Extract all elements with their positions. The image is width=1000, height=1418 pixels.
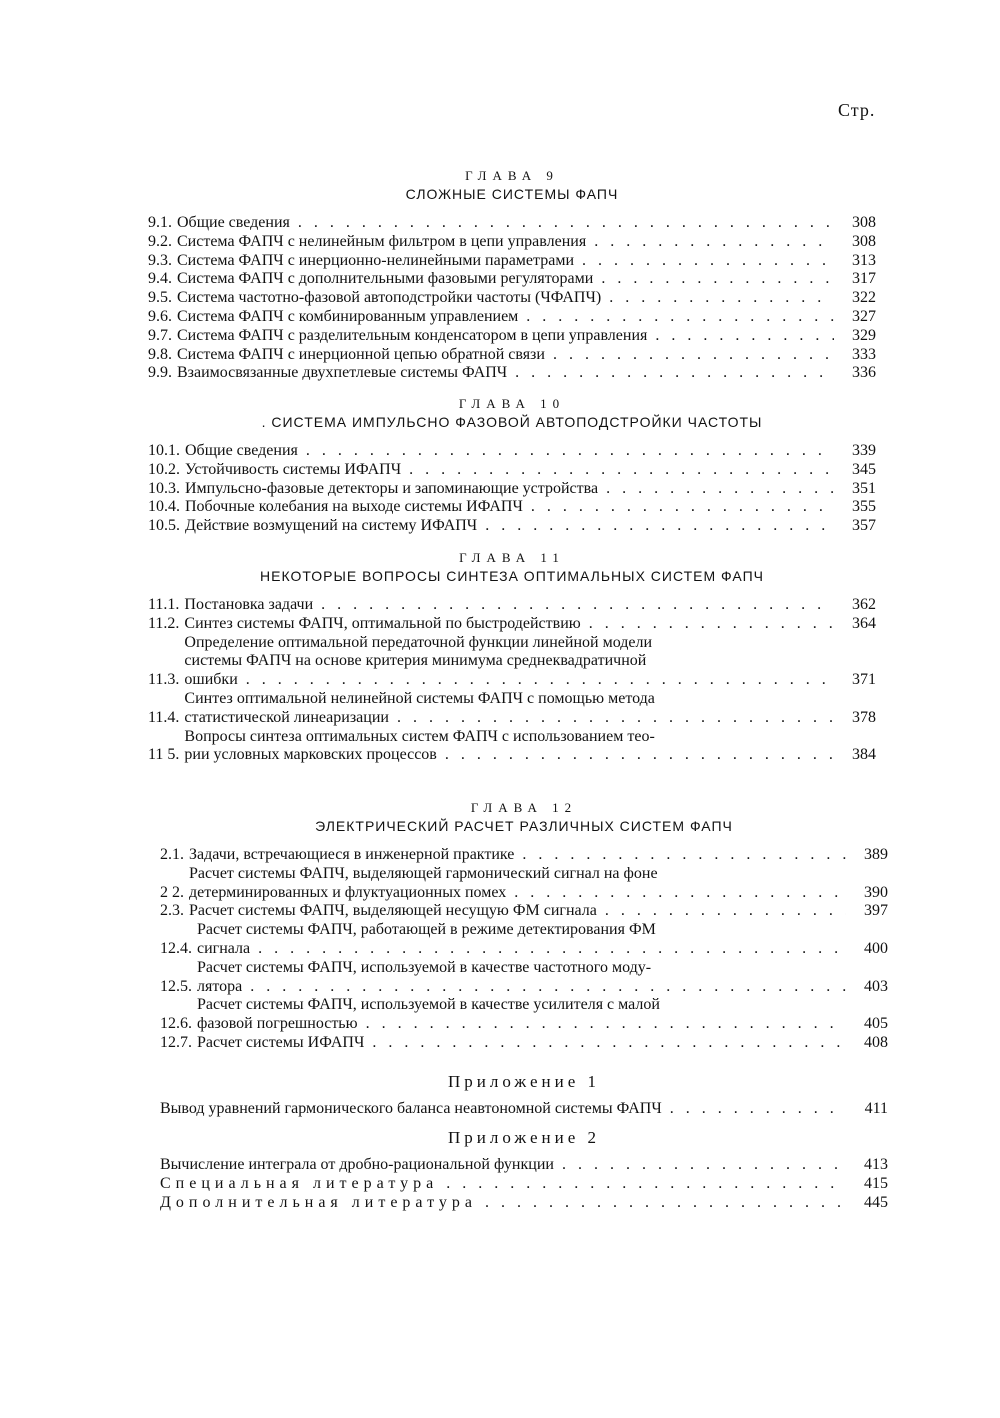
section-title-lines xyxy=(177,214,876,233)
appendix-2-heading: Приложение 2 xyxy=(448,1128,600,1147)
toc-entry xyxy=(148,233,876,252)
dot-leader xyxy=(364,1034,846,1053)
dot-leader xyxy=(574,252,834,271)
page-number: 415 xyxy=(864,1174,888,1192)
dot-leader xyxy=(389,709,834,728)
page-number: 445 xyxy=(864,1193,888,1211)
section-title-lines xyxy=(177,308,876,327)
appendix-2-entries xyxy=(160,1156,888,1212)
section-number: 11.4. xyxy=(148,708,180,726)
page-column-label: Стр. xyxy=(838,100,876,120)
toc-entry xyxy=(148,498,876,517)
toc-entry xyxy=(148,308,876,327)
page-number: 397 xyxy=(864,902,888,920)
section-title xyxy=(184,865,888,903)
section-title xyxy=(192,959,888,997)
section-title-last-line xyxy=(185,442,876,461)
section-title xyxy=(172,289,876,308)
section-title-lines xyxy=(185,498,876,517)
section-title xyxy=(172,233,876,252)
section-title-last-line xyxy=(184,746,876,765)
chapter-title: НЕКОТОРЫЕ ВОПРОСЫ СИНТЕЗА ОПТИМАЛЬНЫХ СИСТЕМ ФАПЧ xyxy=(260,568,764,584)
section-title-line: Система ФАПЧ с комбинированным управлением xyxy=(177,307,519,325)
section-title-line: Система ФАПЧ с разделительным конденсатором в цепи управления xyxy=(177,326,648,344)
page-number: 405 xyxy=(864,1015,888,1033)
appendix-entry xyxy=(160,1156,888,1175)
toc-entry xyxy=(148,364,876,383)
page-number: 400 xyxy=(864,939,888,957)
section-title-line: Взаимосвязанные двухпетлевые системы ФАПЧ xyxy=(177,364,508,382)
section-title-lines xyxy=(189,865,888,903)
section-number: 10.2. xyxy=(148,460,180,478)
toc-entry xyxy=(148,346,876,365)
section-number: 9.8. xyxy=(148,345,172,363)
section-title xyxy=(192,921,888,959)
section-title-last-line xyxy=(177,289,876,308)
section-title-lines xyxy=(185,442,876,461)
section-title-line: Система ФАПЧ с инерционной цепью обратной связи xyxy=(177,345,545,363)
section-title xyxy=(192,1034,888,1053)
dot-leader xyxy=(313,596,834,615)
section-title xyxy=(172,364,876,383)
section-title-last-line xyxy=(197,1034,888,1053)
chapter-title: СЛОЖНЫЕ СИСТЕМЫ ФАПЧ xyxy=(405,186,619,202)
section-title-lines xyxy=(184,596,876,615)
page-number: 308 xyxy=(852,214,876,231)
section-title-lines xyxy=(177,270,876,289)
section-number: 9.3. xyxy=(148,251,172,269)
toc-entries xyxy=(160,846,888,1053)
toc-entry xyxy=(160,1034,888,1053)
section-title-lines xyxy=(177,327,876,346)
toc-entries xyxy=(148,596,876,765)
section-title xyxy=(179,596,876,615)
dot-leader xyxy=(554,1156,846,1175)
dot-leader xyxy=(298,442,834,461)
chapter-9 xyxy=(148,168,876,383)
section-title-line: Вопросы синтеза оптимальных систем ФАПЧ с использованием тео- xyxy=(184,727,655,745)
page-number: 336 xyxy=(852,364,876,382)
section-title-last-line xyxy=(184,671,876,690)
toc-entry xyxy=(148,690,876,728)
toc-entry xyxy=(148,270,876,289)
toc-entry xyxy=(148,615,876,634)
section-title-line: Расчет системы ФАПЧ, выделяющей несущую ФМ сигнала xyxy=(189,902,597,920)
section-number: 12.4. xyxy=(160,939,192,957)
section-number: 9.7. xyxy=(148,326,172,344)
page-number: 351 xyxy=(852,479,876,497)
section-title-last-line xyxy=(184,709,876,728)
page-number: 384 xyxy=(852,746,876,764)
section-title-lines xyxy=(184,634,876,690)
section-title-line: сигнала xyxy=(197,939,251,957)
toc-entry xyxy=(148,480,876,499)
chapter-11 xyxy=(148,550,876,765)
section-title xyxy=(180,461,876,480)
appendix-entry-title: Вывод уравнений гармонического баланса неавтономной системы ФАПЧ xyxy=(160,1100,662,1117)
section-title-last-line xyxy=(177,252,876,271)
section-number: 2.3. xyxy=(160,902,184,920)
chapter-title: ЭЛЕКТРИЧЕСКИЙ РАСЧЕТ РАЗЛИЧНЫХ СИСТЕМ ФАПЧ xyxy=(315,818,733,834)
toc-entry xyxy=(160,959,888,997)
dot-leader xyxy=(438,1175,846,1194)
section-title-lines xyxy=(189,902,888,921)
section-number: 9.6. xyxy=(148,307,172,325)
section-number: 10.3. xyxy=(148,479,180,497)
appendix-1-heading: Приложение 1 xyxy=(448,1072,600,1091)
section-title-lines xyxy=(177,346,876,365)
section-title xyxy=(179,690,876,728)
section-number: 11.2. xyxy=(148,614,180,632)
section-title-lines xyxy=(197,921,888,959)
toc-entry xyxy=(160,996,888,1034)
page-number: 364 xyxy=(852,614,876,632)
toc-entry xyxy=(148,728,876,766)
appendix-entry xyxy=(160,1194,888,1213)
page-number: 362 xyxy=(852,596,876,613)
section-title-last-line xyxy=(197,1015,888,1034)
section-title xyxy=(180,498,876,517)
dot-leader xyxy=(477,517,834,536)
chapter-12 xyxy=(160,800,888,1053)
dot-leader xyxy=(545,346,834,365)
toc-entry xyxy=(148,252,876,271)
section-title-line: Общие сведения xyxy=(185,442,298,459)
section-title-last-line xyxy=(177,233,876,252)
page-number: 413 xyxy=(864,1156,888,1173)
section-title-lines xyxy=(185,461,876,480)
section-title xyxy=(179,615,876,634)
toc-entry xyxy=(148,596,876,615)
section-title-lines xyxy=(185,517,876,536)
toc-entry xyxy=(148,634,876,690)
section-title-last-line xyxy=(189,884,888,903)
section-title-line: Устойчивость системы ИФАПЧ xyxy=(185,460,402,478)
section-title-line: Задачи, встречающиеся в инженерной практике xyxy=(189,846,515,863)
dot-leader xyxy=(601,289,834,308)
chapter-10 xyxy=(148,396,876,536)
page-number: 327 xyxy=(852,307,876,325)
section-number: 9.1. xyxy=(148,214,172,231)
section-number: 9.9. xyxy=(148,364,172,382)
chapter-label: ГЛАВА 11 xyxy=(459,550,565,565)
section-title-line: Расчет системы ФАПЧ, используемой в качестве усилителя с малой xyxy=(197,996,660,1014)
section-number: 9.2. xyxy=(148,232,172,250)
section-number: 2.1. xyxy=(160,846,184,863)
dot-leader xyxy=(437,746,834,765)
page-number: 411 xyxy=(864,1100,888,1117)
section-title xyxy=(192,996,888,1034)
chapter-title: . СИСТЕМА ИМПУЛЬСНО ФАЗОВОЙ АВТОПОДСТРОЙКИ ЧАСТОТЫ xyxy=(261,414,763,430)
page-number: 408 xyxy=(864,1033,888,1051)
section-title-lines xyxy=(177,233,876,252)
section-number: 11 5. xyxy=(148,746,180,764)
section-title-line: лятора xyxy=(197,977,243,995)
toc-entry xyxy=(148,461,876,480)
section-title-lines xyxy=(197,996,888,1034)
section-title-line: Система ФАПЧ с нелинейным фильтром в цепи управления xyxy=(177,232,587,250)
section-title xyxy=(180,480,876,499)
section-title-lines xyxy=(197,1034,888,1053)
section-title xyxy=(179,634,876,690)
dot-leader xyxy=(598,480,834,499)
dot-leader xyxy=(593,270,834,289)
section-number: 12.7. xyxy=(160,1033,192,1051)
appendix-entry-title: Дополнительная литература xyxy=(160,1193,477,1211)
toc-entry xyxy=(148,327,876,346)
appendix-1-entries xyxy=(160,1100,888,1119)
section-title-last-line xyxy=(185,480,876,499)
section-title xyxy=(184,846,888,865)
toc-entry xyxy=(160,921,888,959)
section-title-last-line xyxy=(197,940,888,959)
page-number: 333 xyxy=(852,345,876,363)
page-number: 322 xyxy=(852,289,876,307)
page-number: 329 xyxy=(852,326,876,344)
section-title-last-line xyxy=(177,308,876,327)
dot-leader xyxy=(514,846,846,865)
section-title-line: Действие возмущений на систему ИФАПЧ xyxy=(185,517,478,535)
section-title-line: Расчет системы ИФАПЧ xyxy=(197,1033,365,1051)
appendix-entry-title: Специальная литература xyxy=(160,1174,439,1192)
section-title xyxy=(184,902,888,921)
section-title-last-line xyxy=(177,327,876,346)
section-number: 12.6. xyxy=(160,1015,192,1033)
dot-leader xyxy=(477,1194,846,1213)
section-title-line: Расчет системы ФАПЧ, работающей в режиме детектирования ФМ xyxy=(197,921,656,939)
chapter-label: ГЛАВА 9 xyxy=(465,168,559,183)
section-title-line: Система частотно-фазовой автоподстройки частоты (ЧФАПЧ) xyxy=(177,289,602,307)
section-title-last-line xyxy=(197,978,888,997)
page-number: 403 xyxy=(864,977,888,995)
section-title-lines xyxy=(177,364,876,383)
section-title xyxy=(180,517,876,536)
section-number: 10.1. xyxy=(148,442,180,459)
section-title-lines xyxy=(177,289,876,308)
section-title-last-line xyxy=(189,846,888,865)
appendix-entry xyxy=(160,1175,888,1194)
section-title-lines xyxy=(185,480,876,499)
section-title-line: Определение оптимальной передаточной функции линейной модели xyxy=(184,633,653,651)
section-number: 9.4. xyxy=(148,270,172,288)
section-title-line: Расчет системы ФАПЧ, используемой в качестве частотного моду- xyxy=(197,958,652,976)
toc-entries xyxy=(148,442,876,536)
section-title-lines xyxy=(184,728,876,766)
dot-leader xyxy=(290,214,834,233)
dot-leader xyxy=(401,461,834,480)
dot-leader xyxy=(238,671,834,690)
dot-leader xyxy=(518,308,834,327)
section-title-line: Импульсно-фазовые детекторы и запоминающие устройства xyxy=(185,479,599,497)
section-title-line: ошибки xyxy=(184,671,238,689)
page-number: 390 xyxy=(864,883,888,901)
section-number: 12.5. xyxy=(160,977,192,995)
section-title-lines xyxy=(184,615,876,634)
page-number: 357 xyxy=(852,517,876,535)
section-number: 10.4. xyxy=(148,498,180,516)
dot-leader xyxy=(586,233,834,252)
section-number: 10.5. xyxy=(148,517,180,535)
section-title-line: фазовой погрешностью xyxy=(197,1015,358,1033)
dot-leader xyxy=(647,327,834,346)
dot-leader xyxy=(250,940,846,959)
section-title-last-line xyxy=(177,270,876,289)
toc-entry xyxy=(160,902,888,921)
chapter-label: ГЛАВА 10 xyxy=(458,396,566,411)
section-number: 2 2. xyxy=(160,883,184,901)
section-title-last-line xyxy=(189,902,888,921)
dot-leader xyxy=(597,902,846,921)
section-title-last-line xyxy=(185,498,876,517)
section-title xyxy=(172,308,876,327)
section-title xyxy=(172,214,876,233)
section-title-lines xyxy=(197,959,888,997)
section-title-line: Синтез оптимальной нелинейной системы ФАПЧ с помощью метода xyxy=(184,689,655,707)
section-title-last-line xyxy=(185,461,876,480)
section-title-line: Расчет системы ФАПЧ, выделяющей гармонический сигнал на фоне xyxy=(189,864,658,882)
toc-entries xyxy=(148,214,876,383)
section-title-line: системы ФАПЧ на основе критерия минимума среднеквадратичной xyxy=(184,652,647,670)
section-title-last-line xyxy=(177,214,876,233)
section-title xyxy=(179,728,876,766)
page-number: 339 xyxy=(852,442,876,459)
section-title xyxy=(172,346,876,365)
page-number: 389 xyxy=(864,846,888,863)
section-title-line: Постановка задачи xyxy=(184,596,314,613)
section-title xyxy=(180,442,876,461)
section-title-lines xyxy=(177,252,876,271)
appendix-entry xyxy=(160,1100,888,1119)
dot-leader xyxy=(507,364,834,383)
toc-entry xyxy=(148,442,876,461)
section-title-last-line xyxy=(184,615,876,634)
section-title-line: рии условных марковских процессов xyxy=(184,746,437,764)
dot-leader xyxy=(662,1100,846,1119)
toc-entry xyxy=(160,865,888,903)
section-title xyxy=(172,270,876,289)
toc-entry xyxy=(160,846,888,865)
page-number: 313 xyxy=(852,251,876,269)
dot-leader xyxy=(358,1015,846,1034)
section-title-line: Общие сведения xyxy=(177,214,290,231)
section-title-line: Система ФАПЧ с инерционно-нелинейными параметрами xyxy=(177,251,574,269)
page-number: 345 xyxy=(852,460,876,478)
section-title-last-line xyxy=(177,364,876,383)
page-number: 378 xyxy=(852,708,876,726)
chapter-label: ГЛАВА 12 xyxy=(470,800,578,815)
section-title-line: Побочные колебания на выходе системы ИФАПЧ xyxy=(185,498,523,516)
page-number: 317 xyxy=(852,270,876,288)
toc-entry xyxy=(148,517,876,536)
section-title-last-line xyxy=(185,517,876,536)
section-title-line: Синтез системы ФАПЧ, оптимальной по быстродействию xyxy=(184,614,581,632)
dot-leader xyxy=(242,978,846,997)
section-title-lines xyxy=(189,846,888,865)
page-number: 355 xyxy=(852,498,876,516)
section-title-last-line xyxy=(184,596,876,615)
section-title-last-line xyxy=(177,346,876,365)
page-number: 371 xyxy=(852,671,876,689)
section-title-line: статистической линеаризации xyxy=(184,708,389,726)
toc-entry xyxy=(148,214,876,233)
section-title xyxy=(172,327,876,346)
toc-entry xyxy=(148,289,876,308)
dot-leader xyxy=(523,498,834,517)
dot-leader xyxy=(581,615,834,634)
section-number: 9.5. xyxy=(148,289,172,307)
page-number: 308 xyxy=(852,232,876,250)
section-title-line: Система ФАПЧ с дополнительными фазовыми регуляторами xyxy=(177,270,594,288)
section-number: 11.1. xyxy=(148,596,180,613)
section-title xyxy=(172,252,876,271)
section-title-line: детерминированных и флуктуационных помех xyxy=(189,883,507,901)
dot-leader xyxy=(506,884,846,903)
section-number: 11.3. xyxy=(148,671,180,689)
appendix-entry-title: Вычисление интеграла от дробно-рациональной функции xyxy=(160,1156,554,1173)
section-title-lines xyxy=(184,690,876,728)
